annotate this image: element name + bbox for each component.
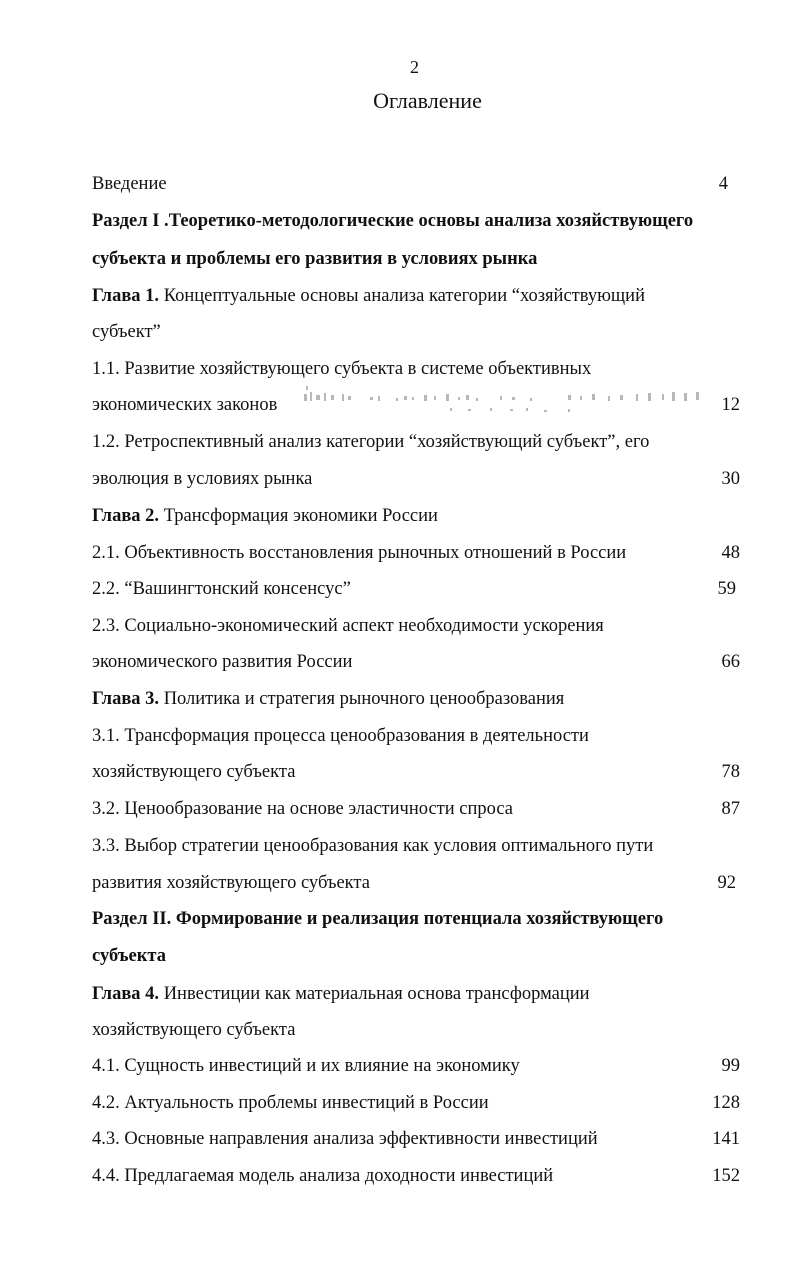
toc-page-number: 59: [717, 579, 736, 599]
item-text: 4.1. Сущность инвестиций и их влияние на экономику: [92, 1056, 520, 1076]
toc-entry-intro: [92, 170, 740, 198]
toc-chapter-3: [92, 685, 740, 713]
section-title-line1: Раздел II. Формирование и реализация потенциала хозяйствующего: [92, 909, 664, 929]
toc-item-1-2: [92, 428, 740, 456]
item-text-line2: экономических законов: [92, 395, 278, 415]
toc-item-4-3: [92, 1125, 740, 1153]
item-text-line1: 3.3. Выбор стратегии ценообразования как условия оптимального пути: [92, 836, 654, 856]
toc-item-3-2: [92, 795, 740, 823]
toc-chapter-1: [92, 282, 740, 310]
chapter-prefix: Глава 1.: [92, 286, 160, 306]
toc-page-number: 12: [721, 395, 740, 415]
toc-item-4-2: [92, 1089, 740, 1117]
toc-item-2-3-cont: [92, 648, 740, 676]
item-text-line2: развития хозяйствующего субъекта: [92, 873, 370, 893]
toc-page-number: 92: [717, 873, 736, 893]
toc-section-2-cont: [92, 942, 740, 970]
page-number: 2: [410, 57, 419, 77]
toc-page-number: 4: [718, 174, 728, 194]
toc-page-number: 87: [721, 799, 740, 819]
toc-page-number: 152: [712, 1166, 740, 1186]
item-text: 2.2. “Вашингтонский консенсус”: [92, 579, 351, 599]
toc-item-4-4: [92, 1162, 740, 1190]
chapter-title: Политика и стратегия рыночного ценообразования: [159, 689, 565, 709]
toc-item-1-1: [92, 355, 740, 383]
toc-item-2-3: [92, 612, 740, 640]
chapter-title-line2: хозяйствующего субъекта: [92, 1020, 296, 1040]
item-text-line1: 3.1. Трансформация процесса ценообразования в деятельности: [92, 726, 589, 746]
toc-item-1-2-cont: [92, 465, 740, 493]
toc-chapter-1-cont: [92, 318, 740, 346]
toc-page-number: 78: [721, 762, 740, 782]
toc-page-number: 128: [712, 1093, 740, 1113]
chapter-prefix: Глава 4.: [92, 984, 160, 1004]
page-title: Оглавление: [373, 88, 482, 113]
item-text: 4.4. Предлагаемая модель анализа доходности инвестиций: [92, 1166, 554, 1186]
toc-entry-label: Введение: [92, 174, 167, 194]
chapter-prefix: Глава 3.: [92, 689, 160, 709]
toc-item-1-1-cont: [92, 391, 740, 419]
chapter-prefix: Глава 2.: [92, 506, 160, 526]
item-text-line2: экономического развития России: [92, 652, 353, 672]
toc-item-4-1: [92, 1052, 740, 1080]
toc-item-2-2: [92, 575, 740, 603]
toc-item-3-1: [92, 722, 740, 750]
item-text-line2: эволюция в условиях рынка: [92, 469, 313, 489]
chapter-title-line1: Инвестиции как материальная основа трансформации: [159, 984, 590, 1004]
item-text: 3.2. Ценообразование на основе эластичности спроса: [92, 799, 513, 819]
item-text: 4.2. Актуальность проблемы инвестиций в России: [92, 1093, 489, 1113]
toc-page-number: 141: [712, 1129, 740, 1149]
toc-chapter-4-cont: [92, 1016, 740, 1044]
toc-page-number: 48: [721, 543, 740, 563]
toc-item-2-1: [92, 539, 740, 567]
toc-chapter-4: [92, 980, 740, 1008]
toc-item-3-3-cont: [92, 869, 740, 897]
item-text-line1: 2.3. Социально-экономический аспект необходимости ускорения: [92, 616, 604, 636]
toc-section-2: [92, 905, 740, 933]
chapter-title-line2: субъект”: [92, 322, 161, 342]
toc-section-1: [92, 207, 740, 235]
toc-section-1-cont: [92, 245, 740, 273]
section-title-line1: Теоретико-методологические основы анализа хозяйствующего: [168, 211, 694, 231]
section-title-line2: субъекта: [92, 946, 166, 966]
chapter-title-line1: Концептуальные основы анализа категории “хозяйствующий: [159, 286, 645, 306]
section-title-line2: субъекта и проблемы его развития в условиях рынка: [92, 249, 538, 269]
toc-page-number: 66: [721, 652, 740, 672]
toc-item-3-1-cont: [92, 758, 740, 786]
item-text-line1: 1.1. Развитие хозяйствующего субъекта в системе объективных: [92, 359, 592, 379]
toc-page-number: 30: [721, 469, 740, 489]
item-text-line2: хозяйствующего субъекта: [92, 762, 296, 782]
item-text: 2.1. Объективность восстановления рыночных отношений в России: [92, 543, 627, 563]
item-text: 4.3. Основные направления анализа эффективности инвестиций: [92, 1129, 598, 1149]
section-prefix: Раздел I .: [92, 211, 169, 231]
item-text-line1: 1.2. Ретроспективный анализ категории “хозяйствующий субъект”, его: [92, 432, 650, 452]
toc-item-3-3: [92, 832, 740, 860]
chapter-title: Трансформация экономики России: [159, 506, 438, 526]
toc-page-number: 99: [721, 1056, 740, 1076]
toc-chapter-2: [92, 502, 740, 530]
